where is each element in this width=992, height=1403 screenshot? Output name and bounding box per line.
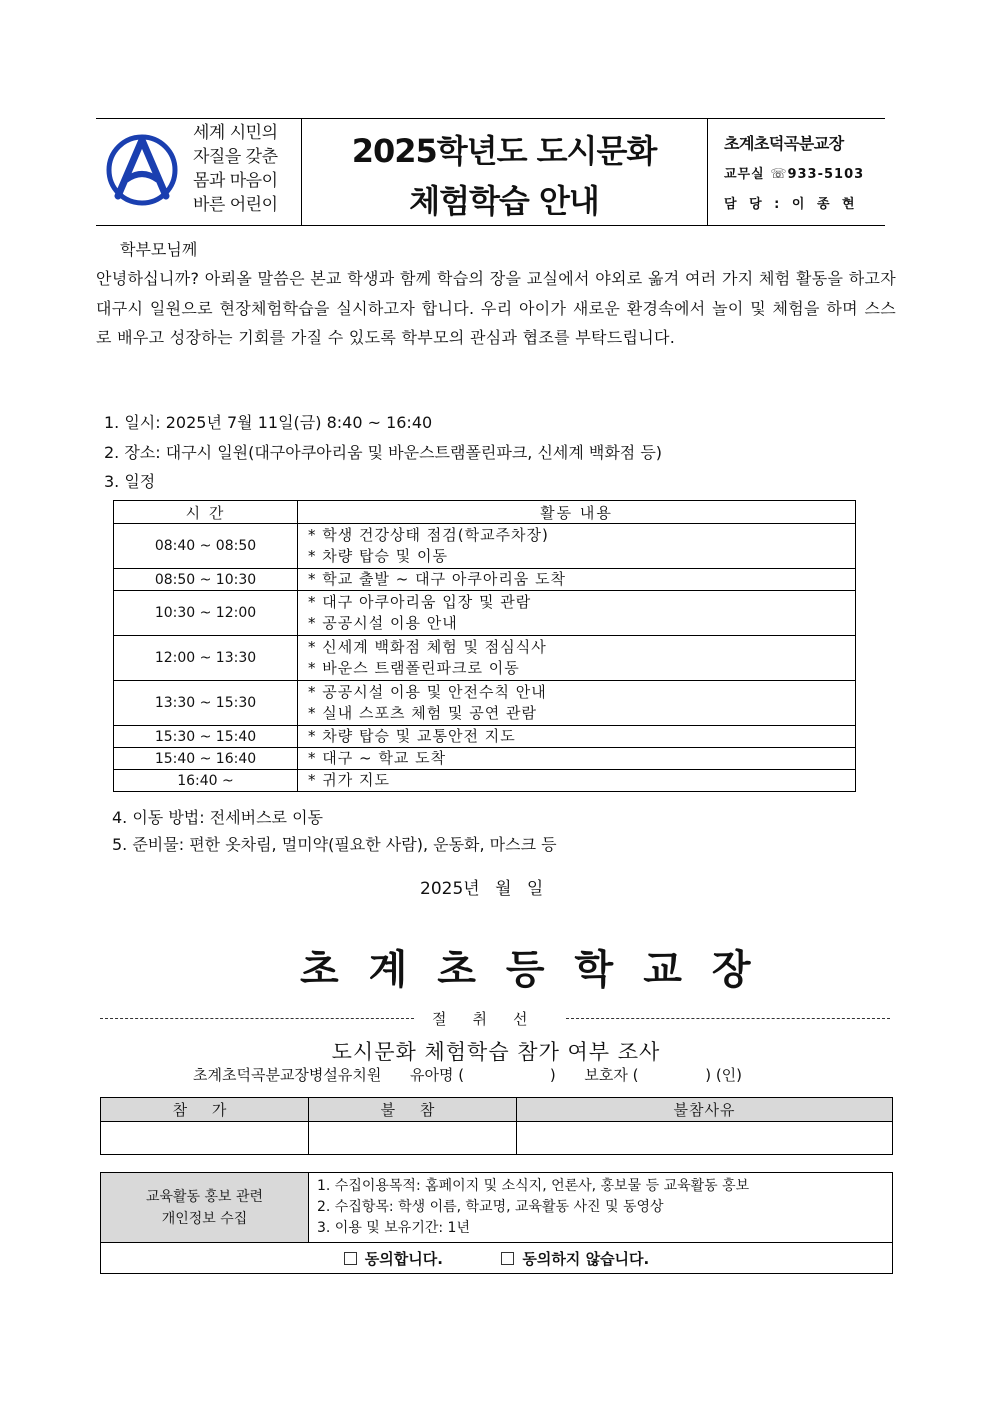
- school-logo-icon: [104, 134, 180, 206]
- item-schedule-label: 3. 일정: [104, 472, 156, 491]
- schedule-activity: [298, 524, 856, 569]
- motto-line: 바른 어린이: [193, 195, 278, 215]
- survey-title: 도시문화 체험학습 참가 여부 조사: [331, 1040, 661, 1064]
- schedule-header-activity: 활동 내용: [298, 501, 856, 524]
- greeting: 학부모님께: [120, 240, 198, 259]
- motto-line: 몸과 마음이: [193, 171, 278, 191]
- closing-date: 2025년 월 일: [420, 879, 544, 899]
- schedule-activity: [298, 770, 856, 792]
- disagree-label: 동의하지 않습니다.: [522, 1249, 650, 1268]
- header-absent: 불 참: [309, 1098, 517, 1122]
- item-place: 2. 장소: 대구시 일원(대구아쿠아리움 및 바운스트램폴린파크, 신세계 백화점 등): [104, 443, 663, 462]
- cut-line-left: [100, 1018, 414, 1019]
- table-row: [114, 636, 856, 681]
- header-top-border: [96, 118, 885, 119]
- header-divider: [707, 118, 708, 226]
- schedule-table: [113, 500, 856, 792]
- activity-line: * 대구 아쿠아리움 입장 및 관람: [308, 593, 532, 611]
- teacher-in-charge: 담 당 : 이 종 현: [724, 197, 857, 212]
- item-date: 1. 일시: 2025년 7월 11일(금) 8:40 ~ 16:40: [104, 413, 433, 432]
- letter-body: 안녕하십니까? 아뢰올 말씀은 본교 학생과 함께 학습의 장을 교실에서 야외로 옮겨 여러 가지 체험 활동을 하고자 대구시 일원으로 현장체험학습을 실시하고자 합니다. 우리 아이가 새로운 환경속에서 놀이 및 체험을 하며 스스로 배우고 성장하는 기회를 가질 수 있도록 학부모의 관심과 협조를 부탁드립니다.: [96, 269, 896, 347]
- activity-line: * 학교 출발 ~ 대구 아쿠아리움 도착: [308, 570, 567, 588]
- privacy-label: [101, 1173, 309, 1243]
- schedule-time: 12:00 ~ 13:30: [114, 636, 298, 681]
- schedule-time: 16:40 ~: [114, 770, 298, 792]
- schedule-activity: [298, 569, 856, 591]
- motto-line: 자질을 갖춘: [193, 147, 278, 167]
- schedule-time: 15:30 ~ 15:40: [114, 726, 298, 748]
- privacy-details: [309, 1173, 893, 1243]
- activity-line: * 실내 스포츠 체험 및 공연 관람: [308, 704, 537, 722]
- absent-cell[interactable]: [309, 1122, 517, 1155]
- privacy-detail-line: 3. 이용 및 보유기간: 1년: [317, 1220, 470, 1236]
- school-motto: [193, 121, 298, 217]
- schedule-activity: [298, 591, 856, 636]
- attend-cell[interactable]: [101, 1122, 309, 1155]
- activity-line: * 바운스 트램폴린파크로 이동: [308, 659, 520, 677]
- schedule-time: 15:40 ~ 16:40: [114, 748, 298, 770]
- office-phone: 교무실 ☏933-5103: [724, 167, 865, 182]
- privacy-detail-line: 1. 수집이용목적: 홈페이지 및 소식지, 언론사, 홍보물 등 교육활동 홍보: [317, 1178, 750, 1194]
- privacy-label-line: 교육활동 홍보 관련: [145, 1188, 264, 1205]
- school-name: 초계초덕곡분교장: [724, 134, 844, 153]
- agree-option[interactable]: [344, 1250, 443, 1268]
- agree-checkbox[interactable]: [344, 1252, 357, 1265]
- survey-subline: 초계초덕곡분교장병설유치원 유아명 ( ) 보호자 ( ) (인): [193, 1066, 743, 1084]
- principal-signature: 초계초등학교장: [300, 946, 781, 993]
- schedule-activity: [298, 681, 856, 726]
- activity-line: * 차량 탑승 및 이동: [308, 547, 449, 565]
- activity-line: * 학생 건강상태 점검(학교주차장): [308, 526, 549, 544]
- table-row: [114, 770, 856, 792]
- header-bottom-border: [96, 225, 885, 226]
- document-title-line2: 체험학습 안내: [409, 182, 599, 220]
- activity-line: * 공공시설 이용 안내: [308, 614, 458, 632]
- activity-line: * 귀가 지도: [308, 771, 390, 789]
- table-row: [114, 591, 856, 636]
- schedule-activity: [298, 636, 856, 681]
- activity-line: * 신세계 백화점 체험 및 점심식사: [308, 638, 547, 656]
- document-title-line1: 2025학년도 도시문화: [351, 132, 657, 170]
- item-transport: 4. 이동 방법: 전세버스로 이동: [112, 808, 324, 827]
- header-absence-reason: 불참사유: [517, 1098, 893, 1122]
- privacy-detail-line: 2. 수집항목: 학생 이름, 학교명, 교육활동 사진 및 동영상: [317, 1199, 664, 1215]
- table-row: [114, 524, 856, 569]
- schedule-activity: [298, 748, 856, 770]
- header-attend: 참 가: [101, 1098, 309, 1122]
- privacy-label-line: 개인정보 수집: [161, 1210, 248, 1227]
- schedule-time: 10:30 ~ 12:00: [114, 591, 298, 636]
- disagree-checkbox[interactable]: [501, 1252, 514, 1265]
- item-supplies: 5. 준비물: 편한 옷차림, 멀미약(필요한 사람), 운동화, 마스크 등: [112, 835, 557, 854]
- table-row: [114, 748, 856, 770]
- privacy-consent-table: [100, 1172, 893, 1274]
- schedule-time: 13:30 ~ 15:30: [114, 681, 298, 726]
- absence-reason-cell[interactable]: [517, 1122, 893, 1155]
- consent-options: [101, 1243, 893, 1274]
- schedule-time: 08:40 ~ 08:50: [114, 524, 298, 569]
- schedule-activity: [298, 726, 856, 748]
- participation-table: [100, 1097, 893, 1155]
- activity-line: * 차량 탑승 및 교통안전 지도: [308, 727, 516, 745]
- activity-line: * 대구 ~ 학교 도착: [308, 749, 447, 767]
- disagree-option[interactable]: [501, 1250, 649, 1268]
- table-row: [114, 726, 856, 748]
- cut-line-right: [566, 1018, 890, 1019]
- schedule-time: 08:50 ~ 10:30: [114, 569, 298, 591]
- agree-label: 동의합니다.: [364, 1249, 443, 1268]
- table-row: [114, 681, 856, 726]
- motto-line: 세계 시민의: [193, 123, 278, 143]
- schedule-header-time: 시 간: [114, 501, 298, 524]
- activity-line: * 공공시설 이용 및 안전수칙 안내: [308, 683, 547, 701]
- table-row: [114, 569, 856, 591]
- cut-line-label: 절취선: [432, 1010, 554, 1028]
